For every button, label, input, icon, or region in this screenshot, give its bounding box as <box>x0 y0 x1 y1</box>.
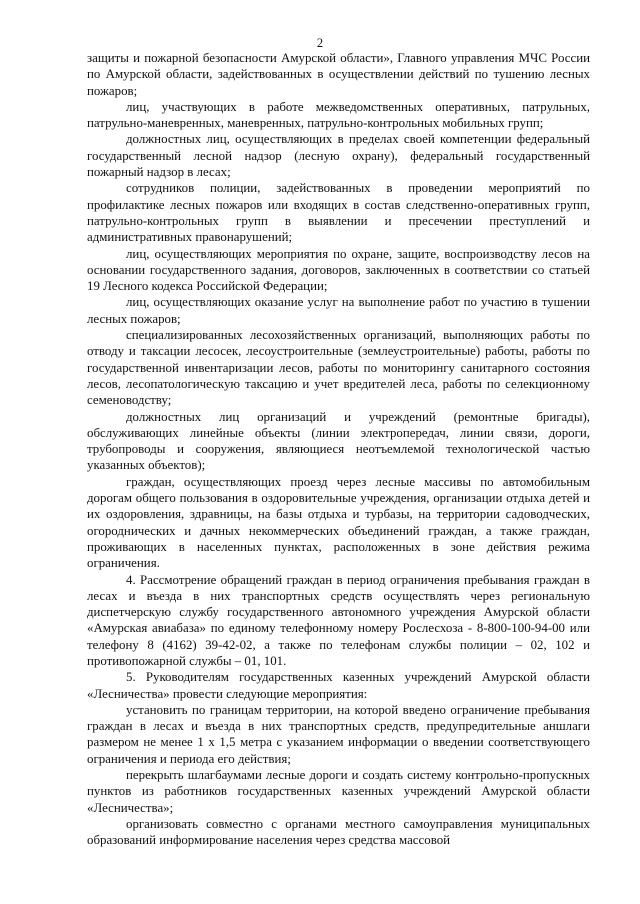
paragraph-list-item: сотрудников полиции, задействованных в проведении мероприятий по профилактике лесных пожаров или входящих в состав следственно-оперативных групп, патрульно-контрольных групп в выявлении и пресечении преступлений и административных правонарушений; <box>87 181 590 245</box>
paragraph-section-4: 4. Рассмотрение обращений граждан в период ограничения пребывания граждан в лесах и въезда в них транспортных средств осуществлять через региональную диспетчерскую службу государственного автономного учреждения Амурской области «Амурская авиабаза» по единому телефонному номеру Рослесхоза - 8-800-100-94-00 или телефону 8 (4162) 39-42-02, а также по телефонам службы полиции – 02, 102 и противопожарной службы – 01, 101. <box>87 572 590 668</box>
paragraph-list-item: лиц, участвующих в работе межведомственных оперативных, патрульных, патрульно-маневренных, маневренных, патрульно-контрольных мобильных групп; <box>87 99 590 131</box>
paragraph-list-item: должностных лиц, осуществляющих в пределах своей компетенции федеральный государственный лесной надзор (лесную охрану), федеральный государственный пожарный надзор в лесах; <box>87 132 590 180</box>
page-number: 2 <box>316 36 324 50</box>
document-body <box>87 50 590 849</box>
paragraph-continuation: защиты и пожарной безопасности Амурской области», Главного управления МЧС России по Амурской области, задействованных в осуществлении действий по тушению лесных пожаров; <box>87 51 590 98</box>
paragraph-section-5: 5. Руководителям государственных казенных учреждений Амурской области «Лесничества» провести следующие мероприятия: <box>87 670 590 701</box>
paragraph-list-item: организовать совместно с органами местного самоуправления муниципальных образований информирование населения через средства массовой <box>87 816 590 848</box>
paragraph-list-item: граждан, осуществляющих проезд через лесные массивы по автомобильным дорогам общего пользования в оздоровительные учреждения, организации отдыха детей и их оздоровления, здравницы, на базы отдыха и турбазы, на территории садоводческих, огороднических и дачных некоммерческих объединений граждан, а также граждан, проживающих в населенных пунктах, расположенных в зоне действия режима ограничения. <box>87 474 590 571</box>
paragraph-list-item: лиц, осуществляющих мероприятия по охране, защите, воспроизводству лесов на основании государственного задания, договоров, заключенных в соответствии со статьей 19 Лесного кодекса Российской Федерации; <box>87 246 590 294</box>
paragraph-list-item: установить по границам территории, на которой введено ограничение пребывания граждан в лесах и въезда в них транспортных средств, предупредительные аншлаги размером не менее 1 х 1,5 метра с указанием информации о введении соответствующего ограничения и периода его действия; <box>87 702 590 766</box>
paragraph-list-item: специализированных лесохозяйственных организаций, выполняющих работы по отводу и таксации лесосек, лесоустроительные (землеустроительные) работы, работы по государственной инвентаризации лесов, работы по мониторингу санитарного состояния лесов, лесопатологическую таксацию и учет вредителей леса, работы по селекционному семеноводству; <box>87 328 590 408</box>
paragraph-list-item: лиц, осуществляющих оказание услуг на выполнение работ по участию в тушении лесных пожаров; <box>87 295 590 326</box>
paragraph-list-item: перекрыть шлагбаумами лесные дороги и создать систему контрольно-пропускных пунктов из работников государственных казенных учреждений Амурской области «Лесничества»; <box>87 768 590 815</box>
paragraph-list-item: должностных лиц организаций и учреждений (ремонтные бригады), обслуживающих линейные объекты (линии электропередач, линии связи, дороги, трубопроводы и сооружения, являющиеся неотъемлемой технологической частью указанных объектов); <box>87 409 590 473</box>
